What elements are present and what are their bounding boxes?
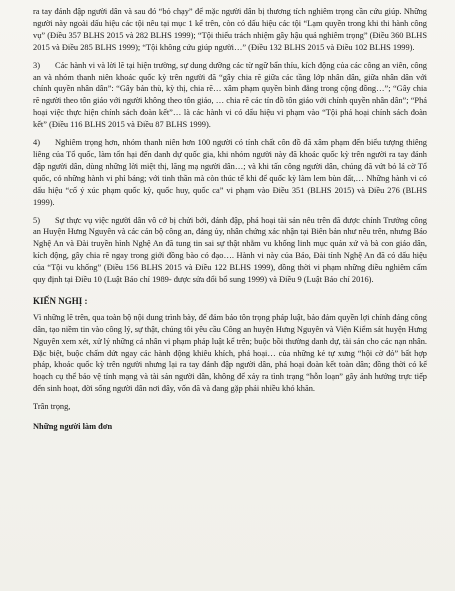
- paragraph-item-4: [33, 137, 427, 208]
- closing-text: Trân trọng,: [33, 402, 71, 412]
- paragraph-text: Sự thực vụ việc người dân vô cớ bị chửi bới, đánh đập, phá hoại tài sản nêu trên đã được chính Trưởng công an Huyện Hưng Nguyên và các cán bộ công an, đảng ủy, nhân chứng xác nhận tại Biên bản như nêu trên, nhưng Báo Nghệ An và Đài truyền hình Nghệ An đã tung tin sai sự thật nhằm vu khống linh mục quản xứ và bà con giáo dân, kích động, gây chia rẽ ngay trong giới đồng bào có đạo…. Hành vi này của Báo, Đài tỉnh Nghệ An đã có dấu hiệu của “Tội vu khống” (Điều 156 BLHS 2015 và Điều 122 BLHS 1999), đồng thời vi phạm những điều nghiêm cấm quy định tại Điều 10 (Luật Báo chí 1989- được sửa đổi bổ sung 1999) và Điều 9 (Luật Báo chí 2016).: [33, 215, 427, 285]
- paragraph-number: 3): [33, 60, 40, 70]
- paragraph-item-5: [33, 215, 427, 286]
- paragraph-continuation: [33, 6, 427, 54]
- paragraph-number: 5): [33, 215, 40, 225]
- signer-label: Những người làm đơn: [33, 422, 113, 432]
- paragraph-text: Nghiêm trọng hơn, nhóm thanh niên hơn 100 người có tính chất côn đồ đã xâm phạm đến biểu tượng thiêng liêng của Tổ quốc, làm tổn hại đến danh dự quốc gia, khi nhóm người này đã khoác quốc kỳ trên người ra tay đánh đập người dân, dùng những lời miệt thị, lăng mạ người dân…; và khi tấn công người dân, chúng đã vứt bỏ lá cờ Tổ quốc, có những hành vi phỉ báng; với tinh thần mà còn thúc tế khi để quốc kỳ làm lem bùn đất,… Những hành vi có dấu hiệu “cố ý xúc phạm quốc kỳ, quốc huy, quốc ca” vi phạm vào Điều 351 (BLHS 2015) và Điều 276 (BLHS 1999).: [33, 138, 427, 207]
- paragraph-number: 4): [33, 138, 40, 148]
- paragraph-text: Các hành vi và lời lẽ tại hiện trường, sự dung dưỡng các từ ngữ bẩn thỉu, kích động của các công an viên, công an và nhóm thanh niên khoác quốc kỳ trên người đã “gây chia rẽ giữa các tầng lớp nhân dân, giữa nhân dân với chính quyền nhân dân”: “Gây bản thù, kỳ thị, chia rẽ… xâm phạm quyền bình đẳng trong cộng đồng…”; “Gây chia rẽ người theo tôn giáo với người không theo tôn giáo, … chia rẽ các tín đồ tôn giáo với chính quyền nhân dân”; “Phá hoại việc thực hiện chính sách đoàn kết”… là các hành vi có dấu hiệu vi phạm vào “Tội phá hoại chính sách đoàn kết” (Điều 116 BLHS 2015 và Điều 87 BLHS 1999).: [33, 60, 427, 130]
- recommendation-paragraph: Vì những lẽ trên, qua toàn bộ nội dung trình bày, để đảm bảo tôn trọng pháp luật, bảo đảm quyền lợi chính đáng công dân, tạo niềm tin vào công lý, sự thật, chúng tôi yêu cầu Công an huyện Hưng Nguyên và Viện Kiểm sát huyện Hưng Nguyên xem xét, xử lý những cá nhân vi phạm pháp luật kể trên; buộc bồi thường danh dự, tài sản cho các nạn nhân. Đặc biệt, buộc chấm dứt ngay các hành động khiêu khích, phá hoại… của những kẻ tự xưng “hội cờ đỏ” bất hợp pháp, khoác quốc kỳ trên người nhưng lại ra tay đánh đập người dân, phá hoại đoàn kết toàn dân; đồng thời có kế hoạch cụ thể bảo vệ tính mạng và tài sản người dân, không để xảy ra tình trạng “hỗn loạn” gây ảnh hưởng trực tiếp đến sinh hoạt, đời sống người dân nơi đây, vốn đã và đang gặp phải nhiều khó khăn.: [33, 312, 427, 394]
- paragraph-text: ra tay đánh đập người dân và sau đó “bỏ chạy” để mặc người dân bị thương tích nghiêm trọng cần cứu giúp. Những người này ngoài dấu hiệu các tội nêu tại mục 1 kể trên, còn có dấu hiệu các tội “Lạm quyền trong khi thi hành công vụ” (Điều 357 BLHS 2015 và 282 BLHS 1999); “Tội thiếu trách nhiệm gây hậu quả nghiêm trọng” (Điều 360 BLHS 2015 và Điều 285 BLHS 1999); “Tội không cứu giúp người…” (Điều 132 BLHS 2015 và Điều 102 BLHS 1999).: [33, 7, 427, 52]
- section-heading: KIẾN NGHỊ :: [33, 295, 88, 306]
- paragraph-item-3: [33, 60, 427, 131]
- document-body: [33, 6, 427, 433]
